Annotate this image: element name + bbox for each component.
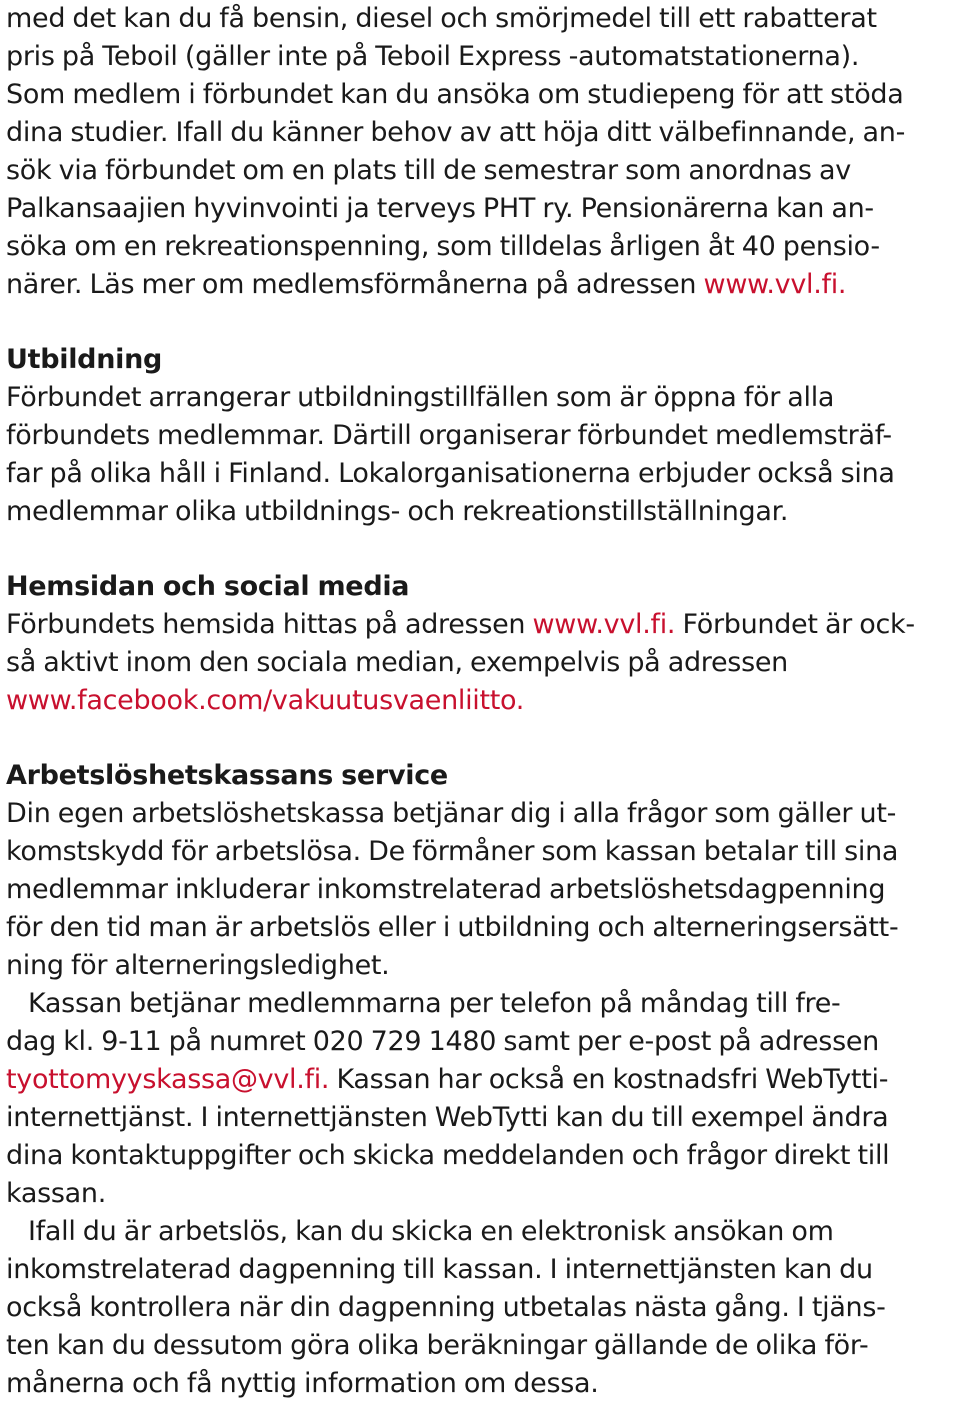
section-utbildning [6,341,956,531]
text-line [6,682,956,720]
text-line: Kassan betjänar medlemmarna per telefon på måndag till fre- [28,988,841,1019]
section-spacer [6,531,956,568]
document-page [6,0,956,1403]
facebook-link[interactable]: www.facebook.com/vakuutusvaenliitto. [6,685,525,716]
text-line: inkomstrelaterad dagpenning till kassan. I internettjänsten kan du [6,1254,873,1285]
text-line: för den tid man är arbetslös eller i utbildning och alterneringsersätt- [6,912,899,943]
text-line: med det kan du få bensin, diesel och smörjmedel till ett rabatterat [6,3,877,34]
text-line: månerna och få nyttig information om dessa. [6,1368,599,1399]
section-arbetsloshetskassan [6,757,956,1403]
section-heading: Utbildning [6,344,163,375]
text-line: dina studier. Ifall du känner behov av att höja ditt välbefinnande, an- [6,117,906,148]
text-fragment: Förbundets hemsida hittas på adressen [6,609,533,640]
text-line: Förbundet arrangerar utbildningstillfällen som är öppna för alla [6,382,835,413]
text-line: så aktivt inom den sociala median, exempelvis på adressen [6,647,788,678]
text-line: kassan. [6,1178,106,1209]
text-line: förbundets medlemmar. Därtill organiserar förbundet medlemsträf- [6,420,892,451]
website-link[interactable]: www.vvl.fi. [532,609,676,640]
text-line: dina kontaktuppgifter och skicka meddelanden och frågor direkt till [6,1140,890,1171]
text-line: söka om en rekreationspenning, som tilldelas årligen åt 40 pensio- [6,231,880,262]
text-line: medlemmar olika utbildnings- och rekreationstillställningar. [6,496,789,527]
text-line: pris på Teboil (gäller inte på Teboil Express -automatstationerna). [6,41,860,72]
text-line [6,1061,956,1099]
text-line: också kontrollera när din dagpenning utbetalas nästa gång. I tjäns- [6,1292,886,1323]
text-fragment: Förbundet är ock- [675,609,915,640]
text-line [6,266,956,304]
section-heading: Hemsidan och social media [6,571,410,602]
text-line: internettjänst. I internettjänsten WebTytti kan du till exempel ändra [6,1102,889,1133]
text-line: Ifall du är arbetslös, kan du skicka en elektronisk ansökan om [28,1216,834,1247]
email-link[interactable]: tyottomyyskassa@vvl.fi. [6,1064,330,1095]
text-line: Palkansaajien hyvinvointi ja terveys PHT ry. Pensionärerna kan an- [6,193,874,224]
text-line: ning för alterneringsledighet. [6,950,390,981]
section-spacer [6,720,956,757]
text-line: komstskydd för arbetslösa. De förmåner som kassan betalar till sina [6,836,899,867]
text-line: Din egen arbetslöshetskassa betjänar dig i alla frågor som gäller ut- [6,798,897,829]
intro-paragraph [6,0,956,304]
text-fragment: Kassan har också en kostnadsfri WebTytti- [329,1064,889,1095]
text-line: ten kan du dessutom göra olika beräkningar gällande de olika för- [6,1330,869,1361]
text-line: medlemmar inkluderar inkomstrelaterad arbetslöshetsdagpenning [6,874,886,905]
text-line: Som medlem i förbundet kan du ansöka om studiepeng för att stöda [6,79,904,110]
text-line: far på olika håll i Finland. Lokalorganisationerna erbjuder också sina [6,458,895,489]
text-line: dag kl. 9-11 på numret 020 729 1480 samt per e-post på adressen [6,1026,879,1057]
text-line [6,606,956,644]
section-heading: Arbetslöshetskassans service [6,760,448,791]
website-link[interactable]: www.vvl.fi. [703,269,847,300]
section-hemsidan [6,568,956,720]
text-fragment: närer. Läs mer om medlemsförmånerna på adressen [6,269,704,300]
section-spacer [6,304,956,341]
text-line: sök via förbundet om en plats till de semestrar som anordnas av [6,155,851,186]
